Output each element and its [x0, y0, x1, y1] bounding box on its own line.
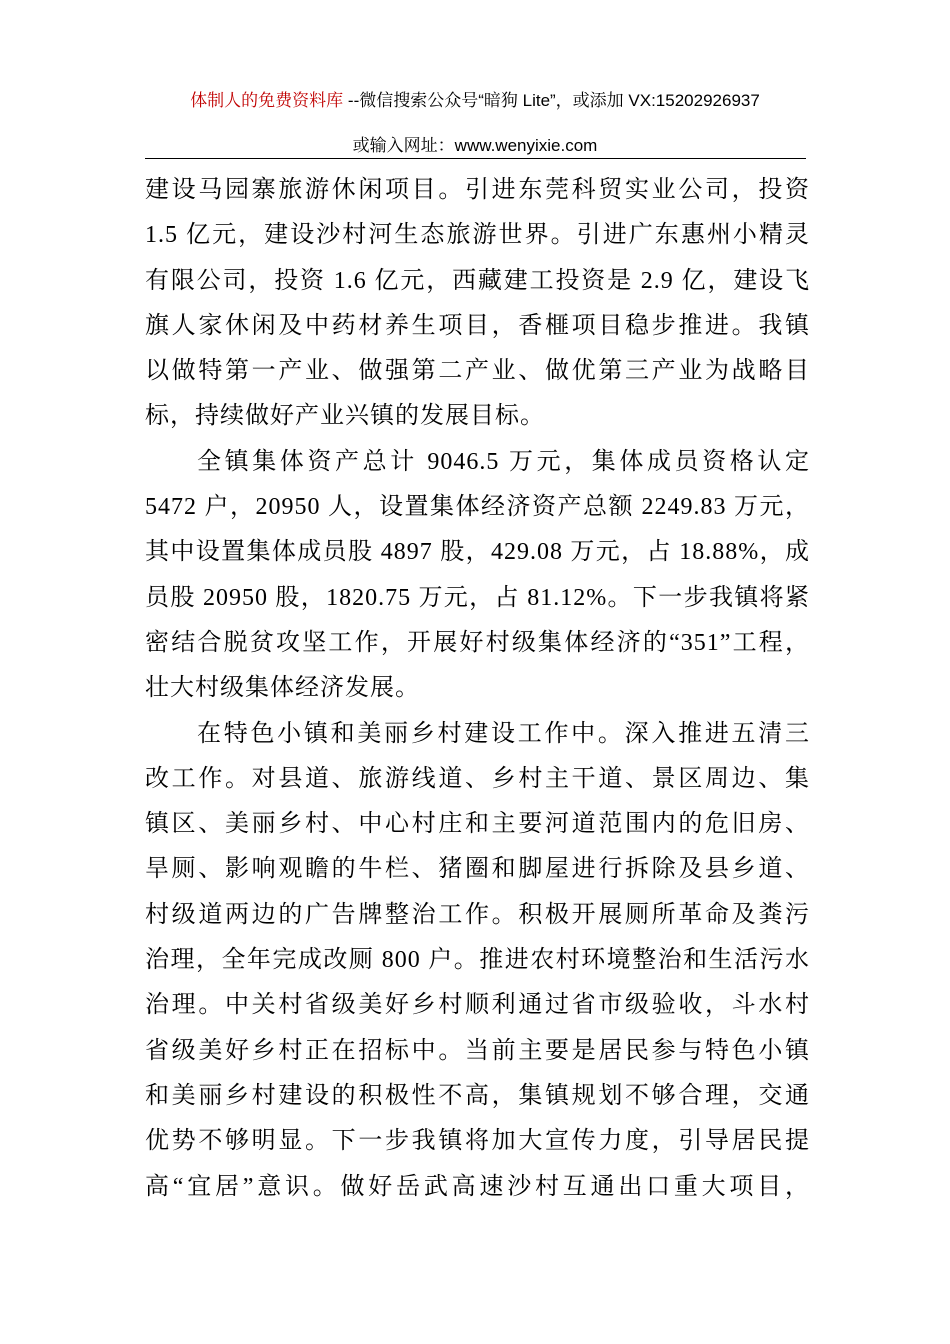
header-url-line: 或输入网址：www.wenyixie.com	[352, 136, 598, 155]
text-line: 旱厕、影响观瞻的牛栏、猪圈和脚屋进行拆除及县乡道、	[145, 856, 810, 883]
header-divider	[145, 158, 806, 159]
text-line: 改工作。对县道、旅游线道、乡村主干道、景区周边、集	[145, 765, 810, 792]
text-line: 旗人家休闲及中药材养生项目，香榧项目稳步推进。我镇	[145, 312, 810, 339]
text-line: 全镇集体资产总计 9046.5 万元，集体成员资格认定	[197, 448, 810, 475]
text-line: 治理，全年完成改厕 800 户。推进农村环境整治和生活污水	[145, 947, 810, 974]
text-line: 标，持续做好产业兴镇的发展目标。	[145, 403, 545, 430]
text-line: 壮大村级集体经济发展。	[145, 675, 420, 702]
text-line: 员股 20950 股，1820.75 万元，占 81.12%。下一步我镇将紧	[145, 584, 810, 611]
body-text	[145, 168, 810, 1210]
text-line: 治理。中关村省级美好乡村顺利通过省市级验收，斗水村	[145, 992, 810, 1019]
text-line: 高“宜居”意识。做好岳武高速沙村互通出口重大项目，	[145, 1173, 810, 1200]
text-line: 以做特第一产业、做强第二产业、做优第三产业为战略目	[145, 358, 810, 385]
text-line: 密结合脱贫攻坚工作，开展好村级集体经济的“351”工程，	[145, 629, 810, 656]
text-line: 镇区、美丽乡村、中心村庄和主要河道范围内的危旧房、	[145, 811, 810, 838]
header-brand: 体制人的免费资料库	[190, 91, 344, 110]
text-line: 在特色小镇和美丽乡村建设工作中。深入推进五清三	[197, 720, 810, 747]
text-line: 优势不够明显。下一步我镇将加大宣传力度，引导居民提	[145, 1128, 810, 1155]
text-line: 和美丽乡村建设的积极性不高，集镇规划不够合理，交通	[145, 1082, 810, 1109]
text-line: 1.5 亿元，建设沙村河生态旅游世界。引进广东惠州小精灵	[145, 222, 810, 249]
text-line: 村级道两边的广告牌整治工作。积极开展厕所革命及粪污	[145, 901, 810, 928]
header-tagline: --微信搜索公众号“暗狗 Lite”，或添加 VX:15202926937	[343, 91, 760, 110]
header-promo-line	[0, 86, 950, 111]
text-line: 5472 户，20950 人，设置集体经济资产总额 2249.83 万元，	[145, 494, 810, 521]
text-line: 有限公司，投资 1.6 亿元，西藏建工投资是 2.9 亿，建设飞	[145, 267, 810, 294]
text-line: 建设马园寨旅游休闲项目。引进东莞科贸实业公司，投资	[145, 177, 810, 203]
text-line: 省级美好乡村正在招标中。当前主要是居民参与特色小镇	[145, 1037, 810, 1064]
page-header	[0, 0, 950, 160]
text-line: 其中设置集体成员股 4897 股，429.08 万元，占 18.88%，成	[145, 539, 810, 566]
